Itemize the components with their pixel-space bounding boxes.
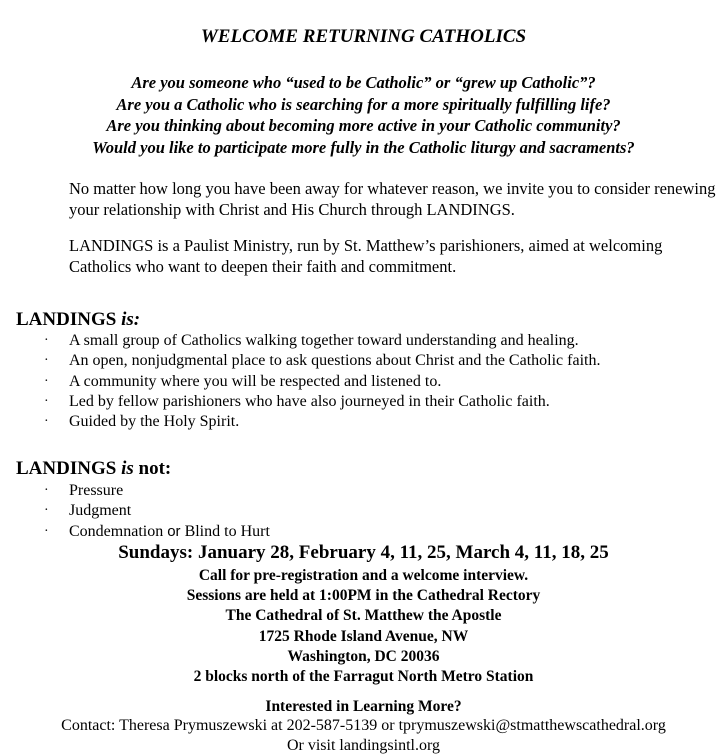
list-item xyxy=(0,351,600,371)
bullet-icon: · xyxy=(44,333,49,348)
list-item-text: A community where you will be respected and listened to. xyxy=(69,372,442,390)
heading-text: LANDINGS xyxy=(16,309,122,330)
landings-is-not-heading xyxy=(16,458,171,480)
landings-is-not-list xyxy=(0,481,270,542)
bullet-icon: · xyxy=(44,393,49,409)
ministry-paragraph: LANDINGS is a Paulist Ministry, run by St. Matthew’s parishioners, aimed at welcoming Catholics who want to deepen their faith and commitment. xyxy=(69,236,663,276)
question-line: Would you like to participate more fully in the Catholic liturgy and sacraments? xyxy=(92,137,635,157)
visit-line: Or visit landingsintl.org xyxy=(286,737,441,754)
heading-text: LANDINGS xyxy=(16,458,122,479)
info-line: 2 blocks north of the Farragut North Metro Station xyxy=(193,668,534,686)
list-item-text: An open, nonjudgmental place to ask questions about Christ and the Catholic faith. xyxy=(69,352,601,370)
bullet-icon: · xyxy=(44,353,49,369)
questions-block xyxy=(0,72,727,158)
bullet-icon: · xyxy=(44,373,49,389)
info-line: The Cathedral of St. Matthew the Apostle xyxy=(225,607,502,625)
list-item-text: A small group of Catholics walking together toward understanding and healing. xyxy=(69,332,579,349)
invitation-paragraph: No matter how long you have been away for whatever reason, we invite you to consider renewing your relationship with Christ and His Church through LANDINGS. xyxy=(69,179,716,219)
list-item xyxy=(0,392,600,412)
heading-tail: not: xyxy=(133,458,172,479)
list-item xyxy=(0,501,270,521)
question-line: Are you someone who “used to be Catholic” or “grew up Catholic”? xyxy=(131,73,596,92)
list-item-text: Led by fellow parishioners who have also journeyed in their Catholic faith. xyxy=(69,392,550,410)
landings-is-heading xyxy=(16,309,140,331)
list-item xyxy=(0,331,600,351)
info-line: 1725 Rhode Island Avenue, NW xyxy=(258,627,469,645)
list-item-text-tail: Blind to Hurt xyxy=(180,522,270,540)
question-line: Are you a Catholic who is searching for a more spiritually fulfilling life? xyxy=(116,94,611,114)
bullet-icon: · xyxy=(44,483,49,498)
list-item-or: or xyxy=(167,522,181,540)
list-item-text: Guided by the Holy Spirit. xyxy=(69,413,240,431)
contact-line: Contact: Theresa Prymuszewski at 202-587-5139 or tprymuszewski@stmatthewscathedral.org xyxy=(61,717,666,734)
list-item xyxy=(0,412,600,432)
heading-emphasis: is: xyxy=(121,309,141,330)
list-item-text: Pressure xyxy=(69,482,124,499)
info-line: Sessions are held at 1:00PM in the Cathedral Rectory xyxy=(186,587,541,605)
list-item xyxy=(0,522,270,542)
list-item-text: Judgment xyxy=(69,502,132,520)
session-dates: Sundays: January 28, February 4, 11, 25, March 4, 11, 18, 25 xyxy=(118,542,609,563)
info-line: Call for pre-registration and a welcome interview. xyxy=(198,567,529,584)
bullet-icon: · xyxy=(44,414,49,430)
question-line: Are you thinking about becoming more active in your Catholic community? xyxy=(106,116,621,135)
bullet-icon: · xyxy=(44,503,49,519)
flyer-title: WELCOME RETURNING CATHOLICS xyxy=(200,26,527,47)
landings-is-list xyxy=(0,331,600,432)
bullet-icon: · xyxy=(44,523,49,539)
interest-heading: Interested in Learning More? xyxy=(265,698,462,715)
session-info-block xyxy=(0,566,727,687)
list-item xyxy=(0,372,600,392)
list-item xyxy=(0,481,270,501)
list-item-text: Condemnation xyxy=(69,522,168,540)
heading-emphasis: is xyxy=(121,458,134,479)
info-line: Washington, DC 20036 xyxy=(287,647,440,665)
